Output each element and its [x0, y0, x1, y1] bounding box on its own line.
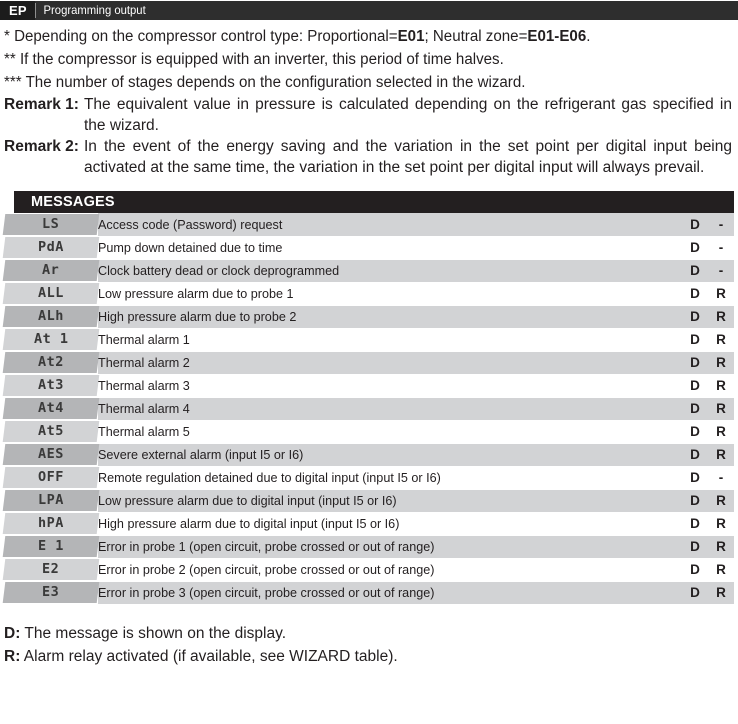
- message-code-text: At4: [38, 400, 64, 416]
- message-code-display: [3, 398, 100, 419]
- relay-flag-cell: R: [708, 443, 734, 466]
- table-row: [4, 512, 734, 535]
- table-row: [4, 420, 734, 443]
- message-code-text: PdA: [38, 239, 64, 255]
- message-description-cell: [98, 512, 682, 535]
- message-code-display: [3, 559, 100, 580]
- table-row: [4, 443, 734, 466]
- relay-flag-cell: -: [708, 236, 734, 259]
- message-code-cell: [4, 259, 98, 282]
- message-code-display: [3, 513, 100, 534]
- message-code-cell: [4, 374, 98, 397]
- table-row: [4, 535, 734, 558]
- relay-flag-cell: R: [708, 558, 734, 581]
- message-description-cell: [98, 236, 682, 259]
- table-row: [4, 581, 734, 604]
- relay-flag-cell: R: [708, 397, 734, 420]
- message-code-cell: [4, 213, 98, 236]
- relay-flag-cell: R: [708, 512, 734, 535]
- table-row: [4, 351, 734, 374]
- message-code-text: At3: [38, 377, 64, 393]
- message-code-cell: [4, 558, 98, 581]
- message-description-text: Thermal alarm 1: [98, 332, 190, 347]
- message-code-cell: [4, 282, 98, 305]
- display-flag-cell: D: [682, 259, 708, 282]
- message-code-cell: [4, 397, 98, 420]
- footnote-2: ** If the compressor is equipped with an inverter, this period of time halves.: [4, 51, 504, 68]
- legend-item-d: [4, 623, 734, 644]
- footnote-1-bold-1: E01: [397, 28, 425, 45]
- relay-flag-cell: R: [708, 489, 734, 512]
- table-row: [4, 213, 734, 236]
- table-row: [4, 328, 734, 351]
- message-description-cell: [98, 535, 682, 558]
- table-row: [4, 236, 734, 259]
- display-flag-cell: D: [682, 558, 708, 581]
- message-code-display: [3, 490, 100, 511]
- messages-table-section: [0, 191, 738, 605]
- message-description-cell: [98, 213, 682, 236]
- message-description-text: High pressure alarm due to digital input (input I5 or I6): [98, 516, 400, 531]
- message-description-text: Severe external alarm (input I5 or I6): [98, 447, 304, 462]
- footnotes-block: [0, 20, 738, 178]
- table-row: [4, 397, 734, 420]
- message-description-cell: [98, 420, 682, 443]
- message-code-text: OFF: [38, 469, 64, 485]
- display-flag-cell: D: [682, 374, 708, 397]
- remark-1-body: The equivalent value in pressure is calculated depending on the refrigerant gas specified in the wizard.: [83, 96, 732, 134]
- message-description-cell: [98, 397, 682, 420]
- message-description-cell: [98, 443, 682, 466]
- display-flag-cell: D: [682, 443, 708, 466]
- table-row: [4, 259, 734, 282]
- footnote-1-mid: ; Neutral zone=: [424, 28, 528, 45]
- message-code-text: ALL: [38, 285, 64, 301]
- table-row: [4, 282, 734, 305]
- footnote-1: [4, 26, 716, 47]
- message-code-cell: [4, 305, 98, 328]
- message-description-cell: [98, 489, 682, 512]
- message-description-text: Pump down detained due to time: [98, 240, 283, 255]
- message-code-text: At2: [38, 354, 64, 370]
- message-description-cell: [98, 259, 682, 282]
- message-code-cell: [4, 489, 98, 512]
- message-description-text: Error in probe 1 (open circuit, probe crossed or out of range): [98, 539, 435, 554]
- messages-table-header: [14, 191, 734, 213]
- legend-key-r: R:: [4, 647, 21, 665]
- message-code-display: [3, 467, 100, 488]
- message-code-display: [3, 306, 100, 327]
- message-description-cell: [98, 466, 682, 489]
- display-flag-cell: D: [682, 282, 708, 305]
- legend-key-d: D:: [4, 624, 21, 642]
- page-header-bar: [0, 1, 738, 20]
- footnote-1-bold-2: E01-E06: [527, 28, 587, 45]
- display-flag-cell: D: [682, 328, 708, 351]
- header-code-badge: EP: [0, 1, 35, 20]
- message-code-cell: [4, 236, 98, 259]
- relay-flag-cell: R: [708, 535, 734, 558]
- relay-flag-cell: R: [708, 282, 734, 305]
- message-code-text: hPA: [38, 515, 64, 531]
- message-code-text: AES: [38, 446, 64, 462]
- message-description-text: Thermal alarm 5: [98, 424, 190, 439]
- message-description-cell: [98, 558, 682, 581]
- message-code-cell: [4, 466, 98, 489]
- footnote-1-suffix: .: [586, 28, 591, 45]
- message-description-text: Thermal alarm 2: [98, 355, 190, 370]
- message-description-cell: [98, 374, 682, 397]
- display-flag-cell: D: [682, 351, 708, 374]
- message-description-cell: [98, 282, 682, 305]
- footnote-3: *** The number of stages depends on the configuration selected in the wizard.: [4, 74, 526, 91]
- message-code-text: E3: [42, 584, 60, 600]
- message-description-text: Thermal alarm 3: [98, 378, 190, 393]
- relay-flag-cell: R: [708, 581, 734, 604]
- message-code-display: [3, 444, 100, 465]
- message-code-cell: [4, 535, 98, 558]
- relay-flag-cell: -: [708, 213, 734, 236]
- message-description-cell: [98, 581, 682, 604]
- display-flag-cell: D: [682, 397, 708, 420]
- message-description-text: Low pressure alarm due to probe 1: [98, 286, 294, 301]
- message-code-text: Ar: [42, 262, 60, 278]
- message-code-display: [3, 375, 100, 396]
- table-row: [4, 374, 734, 397]
- display-flag-cell: D: [682, 305, 708, 328]
- legend-text-r: Alarm relay activated (if available, see WIZARD table).: [20, 647, 398, 665]
- display-flag-cell: D: [682, 489, 708, 512]
- message-description-cell: [98, 328, 682, 351]
- message-code-cell: [4, 512, 98, 535]
- relay-flag-cell: R: [708, 305, 734, 328]
- message-code-display: [3, 352, 100, 373]
- message-code-display: [3, 260, 100, 281]
- message-description-text: Remote regulation detained due to digital input (input I5 or I6): [98, 470, 441, 485]
- message-code-text: At 1: [33, 331, 69, 347]
- message-code-display: [3, 421, 100, 442]
- relay-flag-cell: -: [708, 466, 734, 489]
- remark-2-body: In the event of the energy saving and the variation in the set point per digital input being activated at the same time, the variation in the set point per digital input will always prevail.: [83, 138, 732, 176]
- remark-2-label: Remark 2:: [4, 138, 79, 155]
- header-title: Programming output: [43, 3, 146, 17]
- message-code-cell: [4, 443, 98, 466]
- message-code-text: E2: [42, 561, 60, 577]
- display-flag-cell: D: [682, 213, 708, 236]
- message-description-text: High pressure alarm due to probe 2: [98, 309, 297, 324]
- message-code-display: [3, 283, 100, 304]
- display-flag-cell: D: [682, 466, 708, 489]
- relay-flag-cell: R: [708, 328, 734, 351]
- message-code-text: At5: [38, 423, 64, 439]
- footnote-1-prefix: * Depending on the compressor control type: Proportional=: [4, 28, 398, 45]
- message-code-cell: [4, 581, 98, 604]
- message-description-text: Error in probe 2 (open circuit, probe crossed or out of range): [98, 562, 435, 577]
- table-row: [4, 558, 734, 581]
- message-description-text: Access code (Password) request: [98, 216, 283, 232]
- message-code-cell: [4, 351, 98, 374]
- display-flag-cell: D: [682, 581, 708, 604]
- display-flag-cell: D: [682, 420, 708, 443]
- message-code-display: [3, 237, 100, 258]
- relay-flag-cell: R: [708, 351, 734, 374]
- relay-flag-cell: R: [708, 420, 734, 443]
- message-description-text: Thermal alarm 4: [98, 401, 190, 416]
- message-code-text: ALh: [38, 308, 64, 324]
- messages-table-body: [4, 213, 734, 604]
- display-flag-cell: D: [682, 236, 708, 259]
- messages-table: [4, 213, 734, 605]
- message-code-cell: [4, 420, 98, 443]
- message-code-display: [3, 329, 100, 350]
- remark-1-label: Remark 1:: [4, 96, 79, 113]
- relay-flag-cell: -: [708, 259, 734, 282]
- message-description-text: Clock battery dead or clock deprogrammed: [98, 263, 340, 278]
- legend-item-r: [4, 646, 734, 667]
- display-flag-cell: D: [682, 512, 708, 535]
- table-row: [4, 466, 734, 489]
- messages-table-header-label: MESSAGES: [31, 194, 115, 210]
- message-code-display: [3, 214, 100, 235]
- message-code-cell: [4, 328, 98, 351]
- remark-1: [4, 95, 734, 136]
- legend-text-d: The message is shown on the display.: [20, 624, 287, 642]
- table-row: [4, 489, 734, 512]
- message-description-cell: [98, 305, 682, 328]
- relay-flag-cell: R: [708, 374, 734, 397]
- remark-2: [4, 137, 734, 178]
- message-code-display: [3, 582, 100, 603]
- message-description-cell: [98, 351, 682, 374]
- message-code-text: LS: [42, 215, 60, 232]
- message-code-text: LPA: [38, 492, 64, 508]
- table-row: [4, 305, 734, 328]
- message-description-text: Error in probe 3 (open circuit, probe crossed or out of range): [98, 585, 435, 600]
- message-code-text: E 1: [38, 538, 64, 554]
- message-code-display: [3, 536, 100, 557]
- legend-block: [0, 605, 738, 667]
- message-description-text: Low pressure alarm due to digital input (input I5 or I6): [98, 493, 397, 508]
- display-flag-cell: D: [682, 535, 708, 558]
